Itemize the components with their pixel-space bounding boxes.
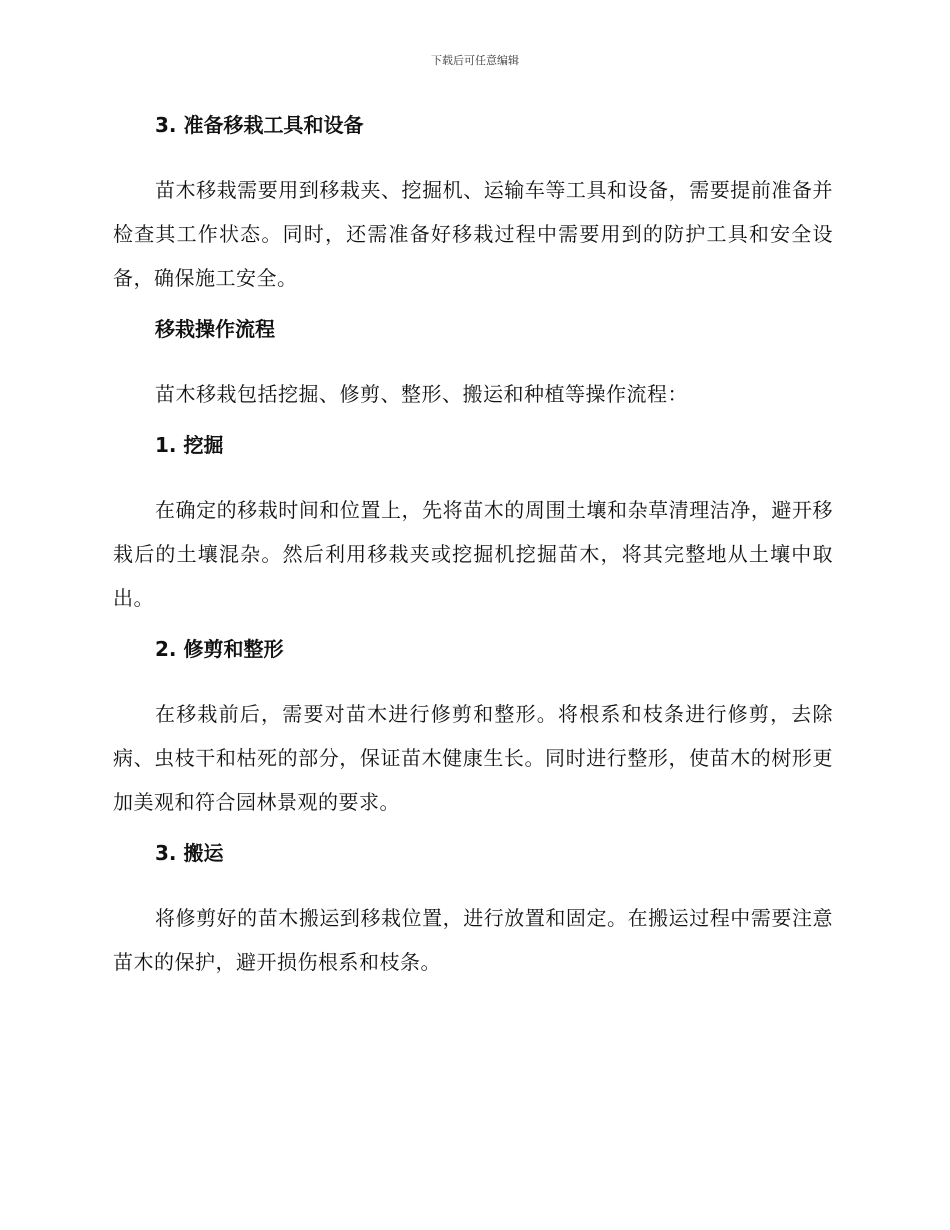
section-heading-digging: 1. 挖掘 xyxy=(155,433,224,457)
paragraph-transport: 将修剪好的苗木搬运到移栽位置，进行放置和固定。在搬运过程中需要注意苗木的保护，避开损伤根系和枝条。 xyxy=(113,906,833,974)
document-body xyxy=(113,110,833,998)
paragraph-tools: 苗木移栽需要用到移栽夹、挖掘机、运输车等工具和设备，需要提前准备并检查其工作状态。同时，还需准备好移栽过程中需要用到的防护工具和安全设备，确保施工安全。 xyxy=(113,178,833,290)
section-heading-process: 移栽操作流程 xyxy=(155,317,275,341)
page-header: 下载后可任意编辑 xyxy=(431,54,519,67)
section-heading-transport: 3. 搬运 xyxy=(155,841,224,865)
paragraph-pruning: 在移栽前后，需要对苗木进行修剪和整形。将根系和枝条进行修剪，去除病、虫枝干和枯死的部分，保证苗木健康生长。同时进行整形，使苗木的树形更加美观和符合园林景观的要求。 xyxy=(113,702,833,814)
paragraph-digging: 在确定的移栽时间和位置上，先将苗木的周围土壤和杂草清理洁净，避开移栽后的土壤混杂。然后利用移栽夹或挖掘机挖掘苗木，将其完整地从土壤中取出。 xyxy=(113,498,833,610)
paragraph-process-intro: 苗木移栽包括挖掘、修剪、整形、搬运和种植等操作流程： xyxy=(155,382,688,406)
section-heading-tools: 3. 准备移栽工具和设备 xyxy=(155,113,364,137)
section-heading-pruning: 2. 修剪和整形 xyxy=(155,637,284,661)
